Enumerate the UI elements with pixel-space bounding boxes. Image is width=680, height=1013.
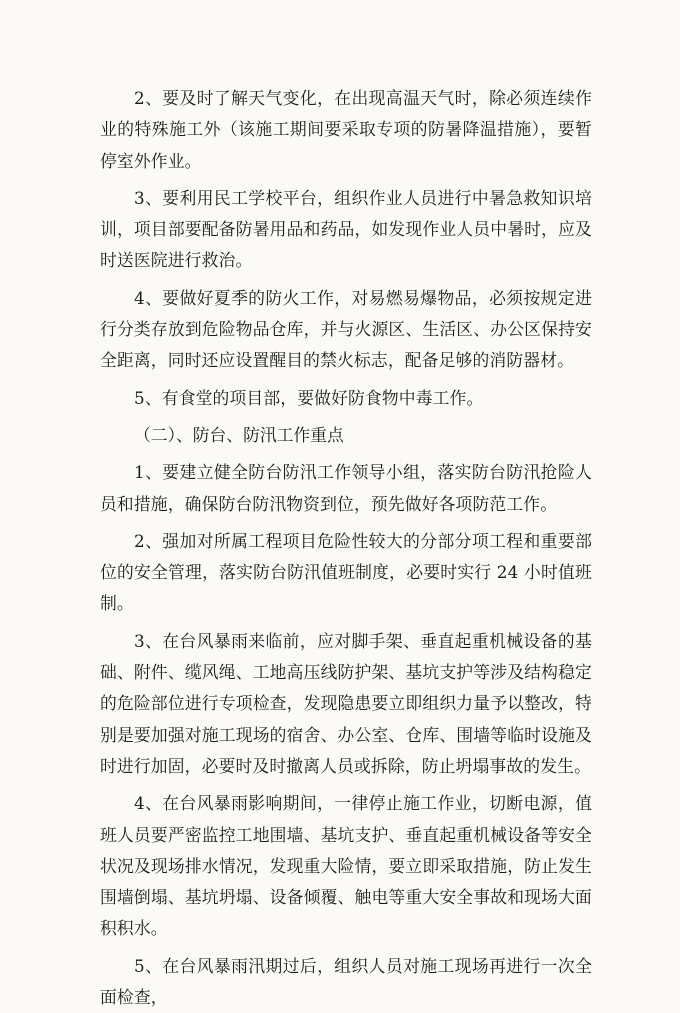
paragraph-item-4: 4、要做好夏季的防火工作，对易燃易爆物品，必须按规定进行分类存放到危险物品仓库，并与火源区、生活区、办公区保持安全距离，同时还应设置醒目的禁火标志，配备足够的消防器材。: [100, 287, 592, 371]
paragraph-item-1-flood: 1、要建立健全防台防汛工作领导小组，落实防台防汛抢险人员和措施，确保防台防汛物资到位，预先做好各项防范工作。: [100, 462, 592, 514]
paragraph-item-3-flood: 3、在台风暴雨来临前，应对脚手架、垂直起重机械设备的基础、附件、缆风绳、工地高压线防护架、基坑支护等涉及结构稳定的危险部位进行专项检查，发现隐患要立即组织力量予以整改，特别是要加强对施工现场的宿舍、办公室、仓库、围墙等临时设施及时进行加固，必要时及时撤离人员或拆除，防止坍塌事故的发生。: [100, 630, 592, 776]
section-heading: （二）、防台、防汛工作重点: [134, 424, 344, 445]
paragraph-item-2-flood: 2、强加对所属工程项目危险性较大的分部分项工程和重要部位的安全管理，落实防台防汛值班制度，必要时实行 24 小时值班制。: [100, 530, 592, 614]
paragraph-item-5: 5、有食堂的项目部，要做好防食物中毒工作。: [134, 387, 484, 408]
paragraph-item-5-flood: 5、在台风暴雨汛期过后，组织人员对施工现场再进行一次全面检查，: [100, 955, 592, 1008]
paragraph-item-4-flood: 4、在台风暴雨影响期间，一律停止施工作业，切断电源，值班人员要严密监控工地围墙、基坑支护、垂直起重机械设备等安全状况及现场排水情况，发现重大险情，要立即采取措施，防止发生围墙倒塌、基坑坍塌、设备倾覆、触电等重大安全事故和现场大面积积水。: [100, 793, 592, 939]
paragraph-item-2: 2、要及时了解天气变化，在出现高温天气时，除必须连续作业的特殊施工外（该施工期间要采取专项的防暑降温措施），要暂停室外作业。: [100, 88, 592, 171]
paragraph-item-3: 3、要利用民工学校平台，组织作业人员进行中暑急救知识培训，项目部要配备防暑用品和药品，如发现作业人员中暑时，应及时送医院进行救治。: [100, 187, 592, 271]
